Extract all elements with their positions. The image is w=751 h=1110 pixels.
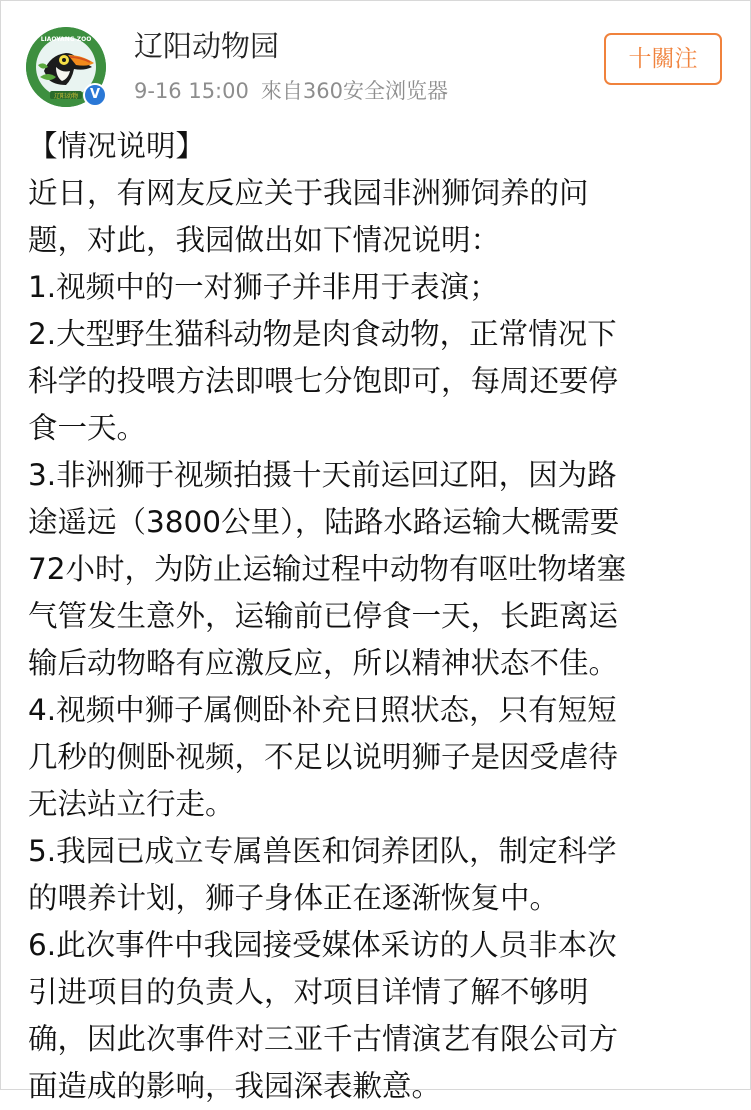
post-body <box>28 123 728 1110</box>
post-text-line: 确，因此次事件对三亚千古情演艺有限公司方 <box>28 1022 619 1056</box>
post-text-line: 途遥远（3800公里），陆路水路运输大概需要 <box>28 505 620 539</box>
logo-ring-text: LIAOYANG ZOO <box>40 36 92 43</box>
post-text-line: 的喂养计划，狮子身体正在逐渐恢复中。 <box>28 881 560 915</box>
post-text-line: 3.非洲狮于视频拍摄十天前运回辽阳，因为路 <box>28 458 617 492</box>
post-text-line: 近日，有网友反应关于我园非洲狮饲养的问 <box>28 176 589 210</box>
follow-button[interactable]: 十關注 <box>604 33 722 85</box>
post-header <box>1 1 750 119</box>
post-text-line: 面造成的影响，我园深表歉意。 <box>28 1069 442 1103</box>
post-text-line: 2.大型野生猫科动物是肉食动物，正常情况下 <box>28 317 617 351</box>
account-name[interactable]: 辽阳动物园 <box>134 29 280 63</box>
logo-bottom-text: 辽阳动物 <box>53 93 79 100</box>
post-text-line: 食一天。 <box>28 411 147 445</box>
post-text-line: 几秒的侧卧视频，不足以说明狮子是因受虐待 <box>28 740 619 774</box>
post-text-line: 6.此次事件中我园接受媒体采访的人员非本次 <box>28 928 617 962</box>
post-meta <box>134 77 448 105</box>
verified-v-icon: V <box>83 83 107 107</box>
post-text-line: 无法站立行走。 <box>28 787 235 821</box>
post-text-line: 题，对此，我园做出如下情况说明： <box>28 223 501 257</box>
post-text-line: 1.视频中的一对狮子并非用于表演； <box>28 270 499 304</box>
post-timestamp: 9-16 15:00 <box>134 79 249 103</box>
post-text-line: 输后动物略有应激反应，所以精神状态不佳。 <box>28 646 619 680</box>
post-text-line: 5.我园已成立专属兽医和饲养团队，制定科学 <box>28 834 617 868</box>
post-source: 來自360安全浏览器 <box>260 79 448 103</box>
post-text-line: 【情况说明】 <box>28 129 206 163</box>
post-text-line: 4.视频中狮子属侧卧补充日照状态，只有短短 <box>28 693 617 727</box>
post-text-line: 科学的投喂方法即喂七分饱即可，每周还要停 <box>28 364 619 398</box>
post-text-line: 引进项目的负责人，对项目详情了解不够明 <box>28 975 589 1009</box>
post-text-line: 72小时，为防止运输过程中动物有呕吐物堵塞 <box>28 552 627 586</box>
post-text-line: 气管发生意外，运输前已停食一天，长距离运 <box>28 599 619 633</box>
